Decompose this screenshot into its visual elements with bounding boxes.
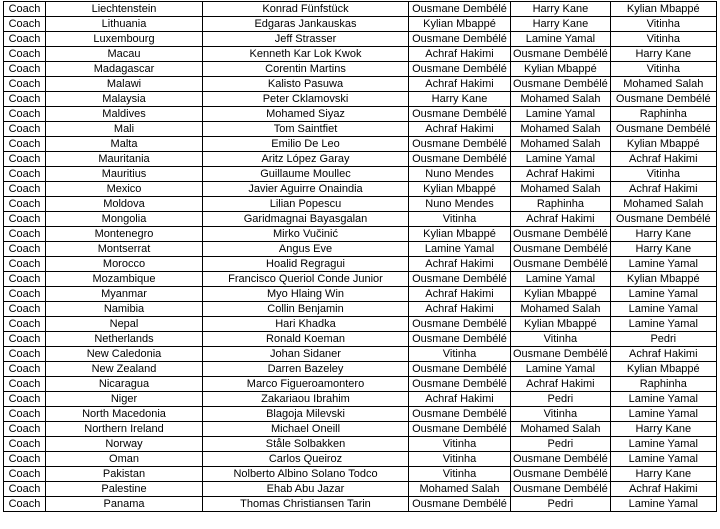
cell-country[interactable]: Lithuania	[46, 17, 203, 32]
cell-player-pick-3[interactable]: Mohamed Salah	[610, 197, 716, 212]
cell-player-pick-1[interactable]: Kylian Mbappé	[409, 227, 511, 242]
cell-player-pick-3[interactable]: Vitinha	[610, 32, 716, 47]
cell-country[interactable]: Malawi	[46, 77, 203, 92]
cell-role[interactable]: Coach	[4, 497, 46, 512]
cell-player-pick-2[interactable]: Ousmane Dembélé	[511, 227, 611, 242]
cell-role[interactable]: Coach	[4, 152, 46, 167]
cell-player-pick-3[interactable]: Kylian Mbappé	[610, 2, 716, 17]
cell-player-pick-3[interactable]: Lamine Yamal	[610, 287, 716, 302]
cell-player-pick-2[interactable]: Kylian Mbappé	[511, 62, 611, 77]
cell-player-pick-3[interactable]: Lamine Yamal	[610, 452, 716, 467]
cell-player-pick-3[interactable]: Harry Kane	[610, 242, 716, 257]
cell-player-pick-1[interactable]: Harry Kane	[409, 92, 511, 107]
cell-role[interactable]: Coach	[4, 347, 46, 362]
cell-country[interactable]: North Macedonia	[46, 407, 203, 422]
cell-role[interactable]: Coach	[4, 437, 46, 452]
cell-coach-name[interactable]: Kenneth Kar Lok Kwok	[203, 47, 409, 62]
cell-role[interactable]: Coach	[4, 92, 46, 107]
cell-player-pick-1[interactable]: Ousmane Dembélé	[409, 362, 511, 377]
coaches-table	[3, 1, 717, 512]
cell-role[interactable]: Coach	[4, 407, 46, 422]
cell-role[interactable]: Coach	[4, 182, 46, 197]
cell-player-pick-2[interactable]: Ousmane Dembélé	[511, 452, 611, 467]
cell-player-pick-2[interactable]: Mohamed Salah	[511, 422, 611, 437]
cell-country[interactable]: Macau	[46, 47, 203, 62]
cell-coach-name[interactable]: Hari Khadka	[203, 317, 409, 332]
cell-player-pick-1[interactable]: Achraf Hakimi	[409, 257, 511, 272]
table-row	[4, 62, 717, 77]
cell-coach-name[interactable]: Ehab Abu Jazar	[203, 482, 409, 497]
cell-player-pick-1[interactable]: Mohamed Salah	[409, 482, 511, 497]
cell-player-pick-2[interactable]: Harry Kane	[511, 2, 611, 17]
cell-player-pick-3[interactable]: Ousmane Dembélé	[610, 212, 716, 227]
cell-coach-name[interactable]: Aritz López Garay	[203, 152, 409, 167]
cell-player-pick-3[interactable]: Kylian Mbappé	[610, 272, 716, 287]
cell-coach-name[interactable]: Konrad Fünfstück	[203, 2, 409, 17]
cell-player-pick-1[interactable]: Ousmane Dembélé	[409, 407, 511, 422]
cell-player-pick-1[interactable]: Lamine Yamal	[409, 242, 511, 257]
cell-country[interactable]: Panama	[46, 497, 203, 512]
cell-coach-name[interactable]: Nolberto Albino Solano Todco	[203, 467, 409, 482]
cell-country[interactable]: New Caledonia	[46, 347, 203, 362]
cell-country[interactable]: Malta	[46, 137, 203, 152]
coaches-table-container	[3, 1, 717, 512]
cell-player-pick-2[interactable]: Pedri	[511, 392, 611, 407]
cell-country[interactable]: Nicaragua	[46, 377, 203, 392]
cell-role[interactable]: Coach	[4, 302, 46, 317]
cell-player-pick-3[interactable]: Kylian Mbappé	[610, 362, 716, 377]
cell-player-pick-1[interactable]: Ousmane Dembélé	[409, 497, 511, 512]
cell-player-pick-1[interactable]: Kylian Mbappé	[409, 182, 511, 197]
cell-coach-name[interactable]: Mirko Vučinić	[203, 227, 409, 242]
table-row	[4, 377, 717, 392]
table-row	[4, 467, 717, 482]
table-row	[4, 152, 717, 167]
cell-player-pick-3[interactable]: Achraf Hakimi	[610, 182, 716, 197]
cell-player-pick-2[interactable]: Mohamed Salah	[511, 137, 611, 152]
cell-country[interactable]: Mongolia	[46, 212, 203, 227]
cell-role[interactable]: Coach	[4, 122, 46, 137]
cell-player-pick-3[interactable]: Kylian Mbappé	[610, 137, 716, 152]
cell-country[interactable]: Namibia	[46, 302, 203, 317]
cell-country[interactable]: Palestine	[46, 482, 203, 497]
cell-player-pick-2[interactable]: Achraf Hakimi	[511, 377, 611, 392]
cell-coach-name[interactable]: Angus Eve	[203, 242, 409, 257]
cell-player-pick-3[interactable]: Harry Kane	[610, 47, 716, 62]
cell-player-pick-1[interactable]: Achraf Hakimi	[409, 287, 511, 302]
cell-role[interactable]: Coach	[4, 482, 46, 497]
cell-coach-name[interactable]: Carlos Queiroz	[203, 452, 409, 467]
cell-player-pick-1[interactable]: Ousmane Dembélé	[409, 422, 511, 437]
cell-player-pick-2[interactable]: Achraf Hakimi	[511, 212, 611, 227]
cell-coach-name[interactable]: Tom Saintfiet	[203, 122, 409, 137]
cell-country[interactable]: Morocco	[46, 257, 203, 272]
cell-player-pick-2[interactable]: Vitinha	[511, 332, 611, 347]
table-row	[4, 107, 717, 122]
cell-coach-name[interactable]: Johan Sidaner	[203, 347, 409, 362]
cell-player-pick-2[interactable]: Lamine Yamal	[511, 32, 611, 47]
cell-role[interactable]: Coach	[4, 227, 46, 242]
cell-country[interactable]: Nepal	[46, 317, 203, 332]
table-row	[4, 287, 717, 302]
cell-player-pick-2[interactable]: Ousmane Dembélé	[511, 257, 611, 272]
cell-player-pick-3[interactable]: Ousmane Dembélé	[610, 122, 716, 137]
table-row	[4, 92, 717, 107]
cell-coach-name[interactable]: Garidmagnai Bayasgalan	[203, 212, 409, 227]
cell-player-pick-1[interactable]: Ousmane Dembélé	[409, 107, 511, 122]
cell-player-pick-3[interactable]: Achraf Hakimi	[610, 482, 716, 497]
cell-coach-name[interactable]: Ronald Koeman	[203, 332, 409, 347]
cell-player-pick-2[interactable]: Vitinha	[511, 407, 611, 422]
cell-player-pick-3[interactable]: Harry Kane	[610, 227, 716, 242]
cell-coach-name[interactable]: Thomas Christiansen Tarin	[203, 497, 409, 512]
cell-player-pick-1[interactable]: Achraf Hakimi	[409, 77, 511, 92]
cell-player-pick-3[interactable]: Lamine Yamal	[610, 257, 716, 272]
cell-coach-name[interactable]: Corentin Martins	[203, 62, 409, 77]
cell-player-pick-2[interactable]: Kylian Mbappé	[511, 317, 611, 332]
cell-player-pick-3[interactable]: Lamine Yamal	[610, 392, 716, 407]
table-row	[4, 182, 717, 197]
table-row	[4, 437, 717, 452]
cell-player-pick-2[interactable]: Achraf Hakimi	[511, 167, 611, 182]
table-row	[4, 407, 717, 422]
cell-coach-name[interactable]: Ståle Solbakken	[203, 437, 409, 452]
cell-role[interactable]: Coach	[4, 452, 46, 467]
cell-player-pick-2[interactable]: Ousmane Dembélé	[511, 347, 611, 362]
table-row	[4, 212, 717, 227]
cell-coach-name[interactable]: Collin Benjamin	[203, 302, 409, 317]
cell-player-pick-3[interactable]: Lamine Yamal	[610, 497, 716, 512]
cell-role[interactable]: Coach	[4, 62, 46, 77]
cell-player-pick-1[interactable]: Nuno Mendes	[409, 167, 511, 182]
cell-player-pick-1[interactable]: Kylian Mbappé	[409, 17, 511, 32]
table-row	[4, 47, 717, 62]
cell-country[interactable]: Luxembourg	[46, 32, 203, 47]
cell-player-pick-3[interactable]: Lamine Yamal	[610, 437, 716, 452]
cell-player-pick-3[interactable]: Mohamed Salah	[610, 77, 716, 92]
cell-player-pick-2[interactable]: Harry Kane	[511, 17, 611, 32]
table-row	[4, 197, 717, 212]
cell-role[interactable]: Coach	[4, 272, 46, 287]
cell-player-pick-1[interactable]: Vitinha	[409, 437, 511, 452]
cell-player-pick-1[interactable]: Vitinha	[409, 452, 511, 467]
table-row	[4, 257, 717, 272]
table-row	[4, 452, 717, 467]
cell-player-pick-2[interactable]: Lamine Yamal	[511, 152, 611, 167]
cell-player-pick-2[interactable]: Ousmane Dembélé	[511, 482, 611, 497]
cell-player-pick-1[interactable]: Vitinha	[409, 347, 511, 362]
cell-player-pick-1[interactable]: Ousmane Dembélé	[409, 377, 511, 392]
cell-player-pick-2[interactable]: Lamine Yamal	[511, 362, 611, 377]
table-row	[4, 482, 717, 497]
cell-coach-name[interactable]: Myo Hlaing Win	[203, 287, 409, 302]
cell-country[interactable]: Niger	[46, 392, 203, 407]
cell-player-pick-1[interactable]: Ousmane Dembélé	[409, 152, 511, 167]
cell-player-pick-1[interactable]: Ousmane Dembélé	[409, 62, 511, 77]
cell-role[interactable]: Coach	[4, 32, 46, 47]
table-row	[4, 242, 717, 257]
cell-player-pick-2[interactable]: Lamine Yamal	[511, 107, 611, 122]
cell-coach-name[interactable]: Francisco Queriol Conde Junior	[203, 272, 409, 287]
table-row	[4, 347, 717, 362]
cell-country[interactable]: Pakistan	[46, 467, 203, 482]
cell-role[interactable]: Coach	[4, 197, 46, 212]
cell-role[interactable]: Coach	[4, 107, 46, 122]
cell-coach-name[interactable]: Jeff Strasser	[203, 32, 409, 47]
cell-country[interactable]: Northern Ireland	[46, 422, 203, 437]
table-row	[4, 122, 717, 137]
cell-coach-name[interactable]: Emilio De Leo	[203, 137, 409, 152]
table-row	[4, 422, 717, 437]
table-row	[4, 2, 717, 17]
cell-player-pick-3[interactable]: Vitinha	[610, 167, 716, 182]
cell-coach-name[interactable]: Zakariaou Ibrahim	[203, 392, 409, 407]
table-row	[4, 497, 717, 512]
table-row	[4, 272, 717, 287]
table-row	[4, 77, 717, 92]
cell-player-pick-2[interactable]: Ousmane Dembélé	[511, 77, 611, 92]
cell-role[interactable]: Coach	[4, 332, 46, 347]
cell-role[interactable]: Coach	[4, 392, 46, 407]
cell-player-pick-1[interactable]: Achraf Hakimi	[409, 302, 511, 317]
cell-player-pick-2[interactable]: Pedri	[511, 497, 611, 512]
cell-coach-name[interactable]: Blagoja Milevski	[203, 407, 409, 422]
cell-player-pick-2[interactable]: Mohamed Salah	[511, 92, 611, 107]
cell-role[interactable]: Coach	[4, 257, 46, 272]
cell-player-pick-1[interactable]: Vitinha	[409, 212, 511, 227]
cell-coach-name[interactable]: Peter Cklamovski	[203, 92, 409, 107]
cell-role[interactable]: Coach	[4, 242, 46, 257]
cell-player-pick-1[interactable]: Ousmane Dembélé	[409, 332, 511, 347]
table-row	[4, 227, 717, 242]
cell-player-pick-3[interactable]: Ousmane Dembélé	[610, 92, 716, 107]
cell-role[interactable]: Coach	[4, 317, 46, 332]
cell-player-pick-2[interactable]: Raphinha	[511, 197, 611, 212]
cell-country[interactable]: Norway	[46, 437, 203, 452]
cell-role[interactable]: Coach	[4, 377, 46, 392]
cell-role[interactable]: Coach	[4, 2, 46, 17]
cell-role[interactable]: Coach	[4, 467, 46, 482]
cell-country[interactable]: Mauritius	[46, 167, 203, 182]
cell-player-pick-1[interactable]: Ousmane Dembélé	[409, 272, 511, 287]
cell-player-pick-3[interactable]: Lamine Yamal	[610, 317, 716, 332]
cell-coach-name[interactable]: Edgaras Jankauskas	[203, 17, 409, 32]
table-row	[4, 362, 717, 377]
cell-player-pick-3[interactable]: Achraf Hakimi	[610, 152, 716, 167]
table-row	[4, 167, 717, 182]
cell-coach-name[interactable]: Michael Oneill	[203, 422, 409, 437]
cell-country[interactable]: Maldives	[46, 107, 203, 122]
table-body	[4, 2, 717, 512]
cell-role[interactable]: Coach	[4, 77, 46, 92]
cell-player-pick-1[interactable]: Ousmane Dembélé	[409, 32, 511, 47]
cell-role[interactable]: Coach	[4, 167, 46, 182]
cell-coach-name[interactable]: Kalisto Pasuwa	[203, 77, 409, 92]
cell-player-pick-2[interactable]: Kylian Mbappé	[511, 287, 611, 302]
table-row	[4, 32, 717, 47]
cell-country[interactable]: Mexico	[46, 182, 203, 197]
table-row	[4, 317, 717, 332]
cell-coach-name[interactable]: Javier Aguirre Onaindia	[203, 182, 409, 197]
cell-player-pick-2[interactable]: Ousmane Dembélé	[511, 242, 611, 257]
cell-coach-name[interactable]: Darren Bazeley	[203, 362, 409, 377]
cell-role[interactable]: Coach	[4, 212, 46, 227]
cell-country[interactable]: New Zealand	[46, 362, 203, 377]
cell-player-pick-2[interactable]: Lamine Yamal	[511, 272, 611, 287]
cell-player-pick-2[interactable]: Mohamed Salah	[511, 122, 611, 137]
cell-role[interactable]: Coach	[4, 17, 46, 32]
cell-country[interactable]: Netherlands	[46, 332, 203, 347]
cell-player-pick-3[interactable]: Achraf Hakimi	[610, 347, 716, 362]
cell-country[interactable]: Myanmar	[46, 287, 203, 302]
cell-player-pick-1[interactable]: Ousmane Dembélé	[409, 2, 511, 17]
cell-player-pick-3[interactable]: Vitinha	[610, 62, 716, 77]
cell-role[interactable]: Coach	[4, 47, 46, 62]
cell-role[interactable]: Coach	[4, 137, 46, 152]
table-row	[4, 137, 717, 152]
table-row	[4, 17, 717, 32]
cell-country[interactable]: Mauritania	[46, 152, 203, 167]
cell-player-pick-1[interactable]: Ousmane Dembélé	[409, 317, 511, 332]
table-row	[4, 392, 717, 407]
cell-country[interactable]: Oman	[46, 452, 203, 467]
cell-player-pick-1[interactable]: Achraf Hakimi	[409, 392, 511, 407]
cell-player-pick-3[interactable]: Vitinha	[610, 17, 716, 32]
cell-player-pick-3[interactable]: Lamine Yamal	[610, 407, 716, 422]
cell-country[interactable]: Moldova	[46, 197, 203, 212]
cell-coach-name[interactable]: Guillaume Moullec	[203, 167, 409, 182]
cell-player-pick-2[interactable]: Ousmane Dembélé	[511, 47, 611, 62]
cell-player-pick-3[interactable]: Pedri	[610, 332, 716, 347]
cell-country[interactable]: Mali	[46, 122, 203, 137]
cell-player-pick-1[interactable]: Achraf Hakimi	[409, 47, 511, 62]
cell-country[interactable]: Montenegro	[46, 227, 203, 242]
cell-country[interactable]: Mozambique	[46, 272, 203, 287]
cell-country[interactable]: Malaysia	[46, 92, 203, 107]
cell-role[interactable]: Coach	[4, 287, 46, 302]
cell-player-pick-3[interactable]: Harry Kane	[610, 422, 716, 437]
cell-player-pick-1[interactable]: Vitinha	[409, 467, 511, 482]
cell-player-pick-3[interactable]: Harry Kane	[610, 467, 716, 482]
cell-player-pick-1[interactable]: Nuno Mendes	[409, 197, 511, 212]
cell-coach-name[interactable]: Hoalid Regragui	[203, 257, 409, 272]
table-row	[4, 332, 717, 347]
cell-country[interactable]: Madagascar	[46, 62, 203, 77]
cell-player-pick-1[interactable]: Achraf Hakimi	[409, 122, 511, 137]
cell-country[interactable]: Liechtenstein	[46, 2, 203, 17]
cell-role[interactable]: Coach	[4, 362, 46, 377]
cell-coach-name[interactable]: Mohamed Siyaz	[203, 107, 409, 122]
cell-country[interactable]: Montserrat	[46, 242, 203, 257]
table-row	[4, 302, 717, 317]
cell-player-pick-2[interactable]: Mohamed Salah	[511, 302, 611, 317]
cell-role[interactable]: Coach	[4, 422, 46, 437]
cell-player-pick-1[interactable]: Ousmane Dembélé	[409, 137, 511, 152]
cell-player-pick-3[interactable]: Raphinha	[610, 107, 716, 122]
cell-player-pick-2[interactable]: Ousmane Dembélé	[511, 467, 611, 482]
cell-player-pick-3[interactable]: Lamine Yamal	[610, 302, 716, 317]
cell-player-pick-2[interactable]: Mohamed Salah	[511, 182, 611, 197]
cell-player-pick-3[interactable]: Raphinha	[610, 377, 716, 392]
cell-player-pick-2[interactable]: Pedri	[511, 437, 611, 452]
cell-coach-name[interactable]: Lilian Popescu	[203, 197, 409, 212]
cell-coach-name[interactable]: Marco Figueroamontero	[203, 377, 409, 392]
